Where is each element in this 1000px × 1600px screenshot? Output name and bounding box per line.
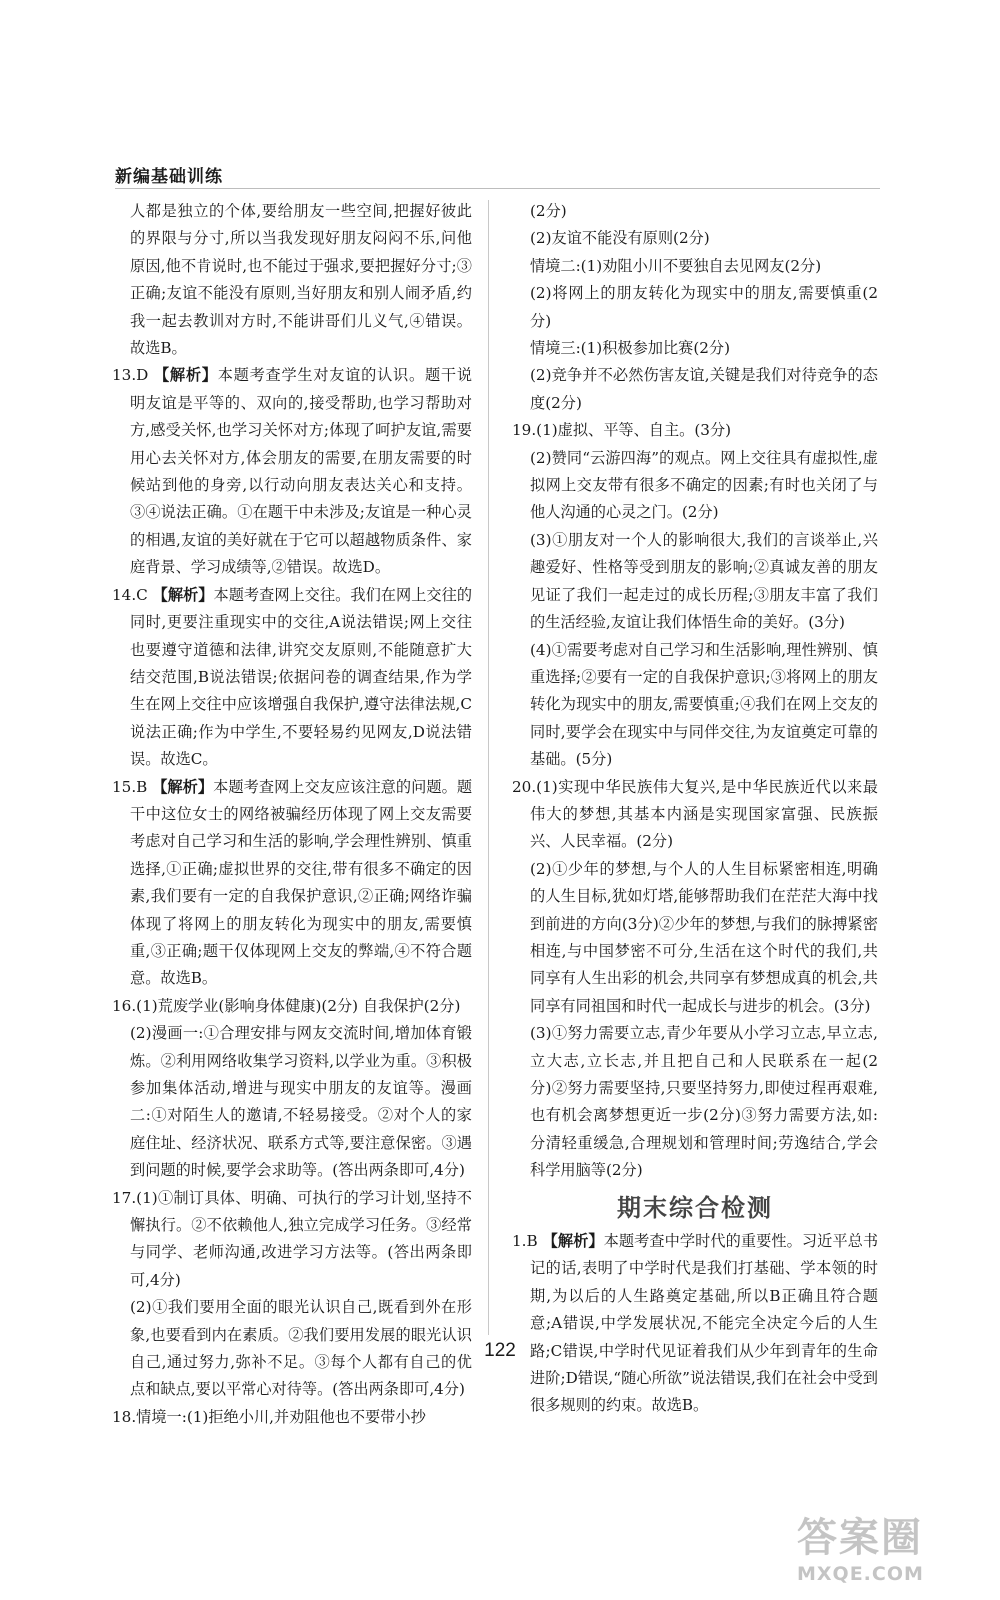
answer-number: 14.C	[112, 585, 148, 604]
answer-item-19-part3: (3)①朋友对一个人的影响很大,我们的言谈举止,兴趣爱好、性格等受到朋友的影响;②真诚友善的朋友见证了我们一起走过的成长历程;③朋友丰富了我们的生活经验,友谊让我们体悟生命的美好。(3分)	[530, 530, 878, 632]
answer-18-line: (2)竞争并不必然伤害友谊,关键是我们对待竞争的态度(2分)	[530, 366, 878, 412]
answer-item-20-part1	[512, 774, 878, 856]
answer-item-17-part2: (2)①我们要用全面的眼光认识自己,既看到外在形象,也要看到内在素质。②我们要用发展的眼光认识自己,通过努力,弥补不足。③每个人都有自己的优点和缺点,要以平常心对待等。(答出两条即可,4分)	[130, 1298, 472, 1399]
answer-18-line: 情境三:(1)积极参加比赛(2分)	[530, 339, 731, 358]
answer-text: 本题考查中学时代的重要性。习近平总书记的话,表明了中学时代是我们打基础、学本领的时期,为以后的人生路奠定基础,所以B正确且符合题意;A错误,中学发展状况,不能完全决定今后的人生路;C错误,中学时代见证着我们从少年到青年的生命进阶;D错误,“随心所欲”说法错误,我们在社会中受到很多规则的约束。故选B。	[530, 1232, 879, 1415]
answer-item-19-part1	[512, 417, 878, 444]
answer-item-19-part4: (4)①需要考虑对自己学习和生活影响,理性辨别、慎重选择;②要有一定的自我保护意识;③将网上的朋友转化为现实中的朋友,需要慎重;④我们在网上交友的同时,要学会在现实中与同伴交往,为友谊奠定可靠的基础。(5分)	[530, 640, 878, 769]
answer-text: 本题考查学生对友谊的认识。题干说明友谊是平等的、双向的,接受帮助,也学习帮助对方,感受关怀,也学习关怀对方;体现了呵护友谊,需要用心去关怀对方,体会朋友的需要,在朋友需要的时候站到他的身旁,以行动向朋友表达关心和支持。③④说法正确。①在题干中未涉及;友谊是一种心灵的相遇,友谊的美好就在于它可以超越物质条件、家庭背景、学习成绩等,②错误。故选D。	[130, 366, 473, 577]
header-rule	[115, 188, 880, 189]
column-divider	[488, 200, 489, 1335]
answer-text: 本题考查网上交友应该注意的问题。题干中这位女士的网络被骗经历体现了网上交友需要考虑对自己学习和生活的影响,学会理性辨别、慎重选择,①正确;虚拟世界的交往,带有很多不确定的因素,我们要有一定的自我保护意识,②正确;网络诈骗体现了将网上的朋友转化为现实中的朋友,需要慎重,③正确;题干仅体现网上交友的弊端,④不符合题意。故选B。	[130, 777, 473, 988]
page-number: 122	[484, 1340, 516, 1361]
answer-item-15	[112, 774, 472, 993]
left-column	[112, 198, 472, 1431]
answer-number: 1.B	[512, 1232, 538, 1251]
answer-18-line: 情境二:(1)劝阻小川不要独自去见网友(2分)	[530, 256, 822, 275]
answer-text: (1)实现中华民族伟大复兴,是中华民族近代以来最伟大的梦想,其基本内涵是实现国家富强、民族振兴、人民幸福。(2分)	[530, 777, 878, 851]
answer-18-line: (2)将网上的朋友转化为现实中的朋友,需要慎重(2分)	[530, 284, 878, 330]
analysis-keyword: 【解析】	[542, 1232, 604, 1251]
answer-18-line: (2)友谊不能没有原则(2分)	[530, 229, 710, 248]
answer-item-16-part2: (2)漫画一:①合理安排与网友交流时间,增加体育锻炼。②利用网络收集学习资料,以学业为重。③积极参加集体活动,增进与现实中朋友的友谊等。漫画二:①对陌生人的邀请,不轻易接受。②对个人的家庭住址、经济状况、联系方式等,要注意保密。③遇到问题的时候,要学会求助等。(答出两条即可,4分)	[130, 1024, 472, 1180]
analysis-keyword: 【解析】	[153, 366, 218, 385]
answer-text: 本题考查网上交往。我们在网上交往的同时,更要注重现实中的交往,A说法错误;网上交往也要遵守道德和法律,讲究交友原则,不能随意扩大结交范围,B说法错误;依据问卷的调查结果,作为学生在网上交往中应该增强自我保护,遵守法律法规,C说法正确;作为中学生,不要轻易约见网友,D说法错误。故选C。	[130, 585, 473, 769]
answer-text: (1)①制订具体、明确、可执行的学习计划,坚持不懈执行。②不依赖他人,独立完成学习任务。③经常与同学、老师沟通,改进学习方法等。(答出两条即可,4分)	[130, 1188, 472, 1289]
watermark-chars: 答案圈	[797, 1515, 923, 1561]
analysis-keyword: 【解析】	[152, 777, 214, 796]
answer-number: 19.	[512, 421, 537, 440]
answer-number: 15.B	[112, 777, 148, 796]
answer-item-17-part1	[112, 1185, 472, 1295]
section-title: 期末综合检测	[617, 1193, 773, 1222]
page-header-title: 新编基础训练	[115, 167, 223, 187]
answer-item-14	[112, 582, 472, 774]
answer-number: 18.	[112, 1407, 137, 1426]
answer-number: 20.	[512, 777, 537, 796]
final-answer-item-1	[512, 1228, 878, 1420]
watermark-logo	[797, 1506, 972, 1586]
answer-item-13	[112, 362, 472, 581]
analysis-keyword: 【解析】	[152, 585, 214, 604]
answer-text: (1)荒废学业(影响身体健康)(2分) 自我保护(2分)	[136, 996, 461, 1015]
answer-item-20-part3: (3)①努力需要立志,青少年要从小学习立志,早立志,立大志,立长志,并且把自己和人民联系在一起(2分)②努力需要坚持,只要坚持努力,即使过程再艰难,也有机会离梦想更近一步(2分)③努力需要方法,如:分清轻重缓急,合理规划和管理时间;劳逸结合,学会科学用脑等(2分)	[530, 1024, 878, 1180]
answer-continuation: 人都是独立的个体,要给朋友一些空间,把握好彼此的界限与分寸,所以当我发现好朋友闷闷不乐,问他原因,他不肯说时,也不能过于强求,要把握好分寸;③正确;友谊不能没有原则,当好朋友和别人闹矛盾,约我一起去教训对方时,不能讲哥们儿义气,④错误。故选B。	[130, 202, 472, 358]
answer-item-16-part1	[112, 993, 472, 1020]
answer-number: 16.	[112, 996, 137, 1015]
answer-item-18-part1	[112, 1404, 472, 1431]
answer-text: (1)虚拟、平等、自主。(3分)	[536, 421, 732, 440]
answer-number: 13.D	[112, 366, 149, 385]
answer-number: 17.	[112, 1188, 137, 1207]
answer-item-20-part2: (2)①少年的梦想,与个人的人生目标紧密相连,明确的人生目标,犹如灯塔,能够帮助我们在茫茫大海中找到前进的方向(3分)②少年的梦想,与我们的脉搏紧密相连,与中国梦密不可分,生活在这个时代的我们,共同享有人生出彩的机会,共同享有梦想成真的机会,共同享有同祖国和时代一起成长与进步的机会。(3分)	[530, 859, 878, 1015]
answer-18-line: (2分)	[530, 202, 567, 220]
right-column	[512, 198, 878, 1420]
answer-item-19-part2: (2)赞同“云游四海”的观点。网上交往具有虚拟性,虚拟网上交友带有很多不确定的因素;有时也关闭了与他人沟通的心灵之门。(2分)	[530, 448, 878, 522]
watermark-url: MXQE.COM	[797, 1563, 924, 1585]
answer-text: 情境一:(1)拒绝小川,并劝阻他也不要带小抄	[136, 1407, 426, 1426]
